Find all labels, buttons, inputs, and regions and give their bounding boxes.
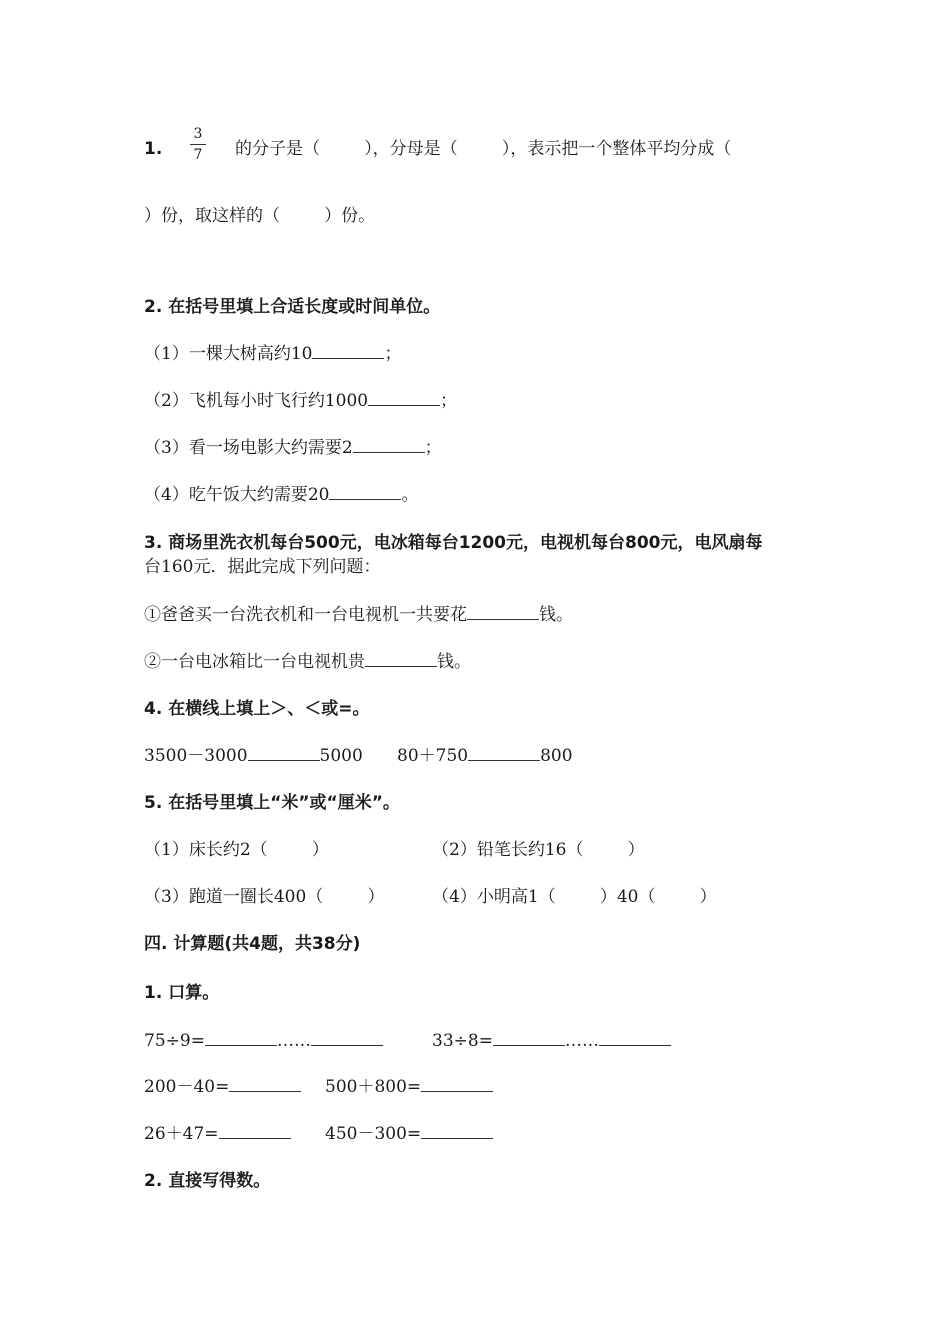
answer-blank[interactable] <box>229 1076 301 1092</box>
calc1-e4-text: 450－300= <box>325 1124 422 1144</box>
q4-e2-left: 80＋750 <box>397 746 469 766</box>
section-title: 四. 计算题(共4题，共38分) <box>144 934 361 954</box>
q1-text-b: ），分母是（ <box>364 139 458 159</box>
answer-blank[interactable] <box>248 745 320 761</box>
q5-item-text: （2）铅笔长约16（ <box>432 840 584 860</box>
q5-item-text: （1）床长约2（ <box>144 840 268 860</box>
q2-item-3 <box>144 437 442 459</box>
answer-blank[interactable] <box>493 1030 565 1046</box>
calc1-e1-text: 200－40= <box>144 1077 230 1097</box>
calc1-div-1 <box>144 1030 383 1052</box>
calc1-div-2 <box>432 1030 671 1052</box>
q2-item-end: ； <box>384 344 402 364</box>
answer-blank[interactable] <box>368 390 440 406</box>
q3-part-b <box>144 651 471 673</box>
remainder-dots: …… <box>276 1031 311 1051</box>
answer-blank[interactable] <box>467 604 539 620</box>
q1-text-d: ）份，取这样的（ <box>144 206 280 226</box>
q5-item-text: （4）小明高1（ <box>432 887 556 907</box>
remainder-dots: …… <box>564 1031 599 1051</box>
q2-item-text: （3）看一场电影大约需要2 <box>144 438 353 458</box>
q5-item-4 <box>432 886 717 908</box>
q3-text: 3. 商场里洗衣机每台500元，电冰箱每台1200元，电视机每台800元，电风扇每 <box>144 533 763 553</box>
calc2-title: 2. 直接写得数。 <box>144 1171 271 1191</box>
q3-b-end: 钱。 <box>437 652 471 672</box>
q2-title: 2. 在括号里填上合适长度或时间单位。 <box>144 297 441 317</box>
q2-item-4 <box>144 484 418 506</box>
q1-numerator: 3 <box>193 126 203 142</box>
q3-b-text: ②一台电冰箱比一台电视机贵 <box>144 652 365 672</box>
q1-line2 <box>144 205 375 227</box>
answer-blank[interactable] <box>365 651 437 667</box>
q1-number: 1. <box>144 139 163 159</box>
q2-item-text: （2）飞机每小时飞行约1000 <box>144 391 369 411</box>
q3-line1 <box>144 532 763 554</box>
q5-item4-mid: ）40（ <box>599 887 656 907</box>
q1-denominator: 7 <box>193 147 203 163</box>
q5-close: ） <box>367 887 385 907</box>
q1-text-a: 的分子是（ <box>235 139 320 159</box>
q5-title: 5. 在括号里填上“米”或“厘米”。 <box>144 793 400 813</box>
q5-item-2 <box>432 839 645 861</box>
q4-e2-right: 800 <box>540 746 573 766</box>
answer-blank[interactable] <box>353 437 425 453</box>
q1-line1 <box>235 138 731 160</box>
answer-blank[interactable] <box>311 1030 383 1046</box>
answer-blank[interactable] <box>219 1123 291 1139</box>
q5-item-text: （3）跑道一圈长400（ <box>144 887 324 907</box>
q5-close: ） <box>311 840 329 860</box>
q1-text-c: ），表示把一个整体平均分成（ <box>501 139 732 159</box>
q2-item-end: 。 <box>401 485 419 505</box>
answer-blank[interactable] <box>421 1123 493 1139</box>
answer-blank[interactable] <box>421 1076 493 1092</box>
q2-item-1 <box>144 343 401 365</box>
answer-blank[interactable] <box>468 745 540 761</box>
q3-a-text: ①爸爸买一台洗衣机和一台电视机一共要花 <box>144 605 467 625</box>
calc1-d1-text: 75÷9= <box>144 1031 205 1051</box>
q4-e1-left: 3500－3000 <box>144 746 248 766</box>
calc1-d2-text: 33÷8= <box>432 1031 493 1051</box>
fraction-bar <box>190 144 206 145</box>
q4-title: 4. 在横线上填上＞、＜或=。 <box>144 699 370 719</box>
calc1-e3-text: 26＋47= <box>144 1124 219 1144</box>
q2-item-text: （1）一棵大树高约10 <box>144 344 313 364</box>
q5-item-3 <box>144 886 384 908</box>
q4-expr-2 <box>397 745 573 767</box>
q5-item-1 <box>144 839 329 861</box>
q5-close: ） <box>699 887 717 907</box>
q5-close: ） <box>627 840 645 860</box>
q1-fraction <box>190 126 206 163</box>
q4-e1-right: 5000 <box>319 746 363 766</box>
q4-expr-1 <box>144 745 363 767</box>
q2-item-end: ； <box>424 438 442 458</box>
calc1-expr-1 <box>144 1076 301 1098</box>
q2-item-2 <box>144 390 457 412</box>
answer-blank[interactable] <box>599 1030 671 1046</box>
calc1-e2-text: 500＋800= <box>325 1077 422 1097</box>
calc1-expr-3 <box>144 1123 291 1145</box>
q1-text-e: ）份。 <box>324 206 376 226</box>
calc1-expr-2 <box>325 1076 493 1098</box>
calc1-expr-4 <box>325 1123 493 1145</box>
answer-blank[interactable] <box>205 1030 277 1046</box>
q2-item-end: ； <box>440 391 458 411</box>
q3-a-end: 钱。 <box>539 605 573 625</box>
calc1-title: 1. 口算。 <box>144 983 220 1003</box>
q3-part-a <box>144 604 573 626</box>
answer-blank[interactable] <box>312 343 384 359</box>
q3-line2: 台160元．据此完成下列问题： <box>144 557 381 577</box>
q2-item-text: （4）吃午饭大约需要20 <box>144 485 330 505</box>
answer-blank[interactable] <box>329 484 401 500</box>
